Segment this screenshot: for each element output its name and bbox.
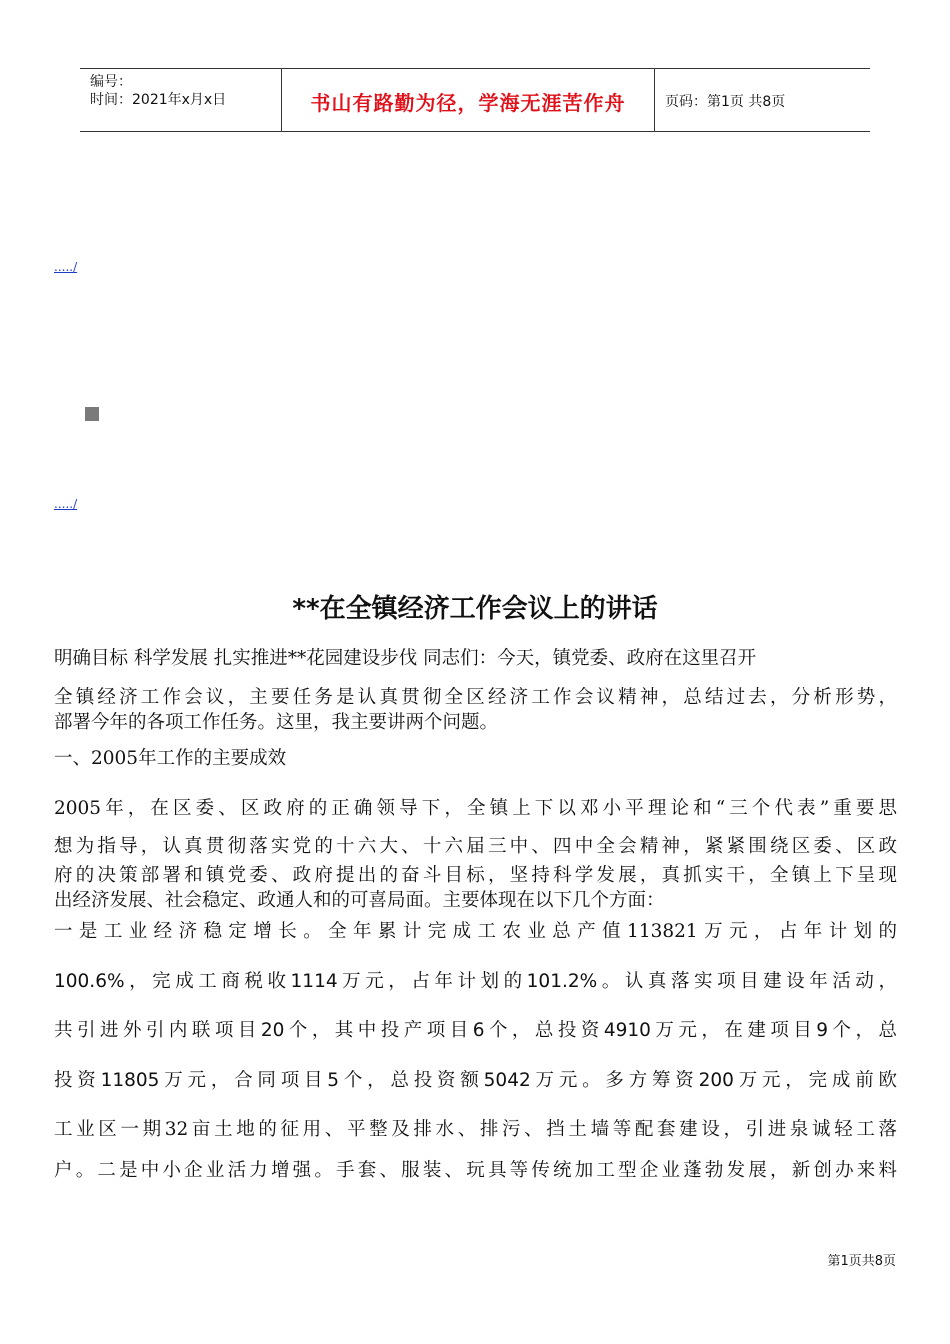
document-title: **在全镇经济工作会议上的讲话 bbox=[292, 594, 658, 624]
page-info: 页码：第1页 共8页 bbox=[665, 94, 786, 110]
paragraph-line: 明确目标 科学发展 扎实推进**花园建设步伐 同志们：今天，镇党委、政府在这里召开 bbox=[54, 648, 757, 669]
paragraph-line: 府的决策部署和镇党委、政府提出的奋斗目标，坚持科学发展，真抓实干，全镇上下呈现 bbox=[54, 865, 897, 886]
header-info-cell bbox=[80, 69, 282, 131]
paragraph-line: 出经济发展、社会稳定、政通人和的可喜局面。主要体现在以下几个方面： bbox=[54, 890, 665, 911]
paragraph-line: 工业区一期32亩土地的征用、平整及排水、排污、挡土墙等配套建设，引进泉诚轻工落 bbox=[54, 1119, 897, 1140]
paragraph-line: 共引进外引内联项目20个，其中投产项目6个，总投资4910万元，在建项目9个，总 bbox=[54, 1020, 897, 1041]
paragraph-line: 部署今年的各项工作任务。这里，我主要讲两个问题。 bbox=[54, 712, 499, 733]
header-motto-cell bbox=[282, 69, 655, 131]
motto: 书山有路勤为径，学海无涯苦作舟 bbox=[310, 91, 626, 115]
ellipsis-link[interactable]: ...../ bbox=[54, 260, 78, 274]
section-heading: 一、2005年工作的主要成效 bbox=[54, 748, 287, 769]
ellipsis-link[interactable]: ...../ bbox=[54, 497, 78, 511]
paragraph-line: 户。二是中小企业活力增强。手套、服装、玩具等传统加工型企业蓬勃发展，新创办来料 bbox=[54, 1160, 897, 1181]
header-page-cell bbox=[655, 69, 870, 131]
paragraph-line: 全镇经济工作会议，主要任务是认真贯彻全区经济工作会议精神，总结过去，分析形势， bbox=[54, 687, 897, 708]
document-header bbox=[80, 68, 870, 132]
paragraph-line: 100.6%，完成工商税收1114万元，占年计划的101.2%。认真落实项目建设年活动， bbox=[54, 971, 897, 992]
number-label: 编号： bbox=[90, 74, 132, 90]
placeholder-square-icon bbox=[85, 407, 99, 421]
page-footer: 第1页共8页 bbox=[827, 1254, 896, 1269]
time-label: 时间：2021年x月x日 bbox=[90, 92, 227, 108]
paragraph-line: 想为指导，认真贯彻落实党的十六大、十六届三中、四中全会精神，紧紧围绕区委、区政 bbox=[54, 836, 897, 857]
paragraph-line: 一是工业经济稳定增长。全年累计完成工农业总产值113821万元，占年计划的 bbox=[54, 921, 897, 942]
paragraph-line: 投资11805万元，合同项目5个，总投资额5042万元。多方筹资200万元，完成前欧 bbox=[54, 1070, 897, 1091]
paragraph-line: 2005年，在区委、区政府的正确领导下，全镇上下以邓小平理论和“三个代表”重要思 bbox=[54, 798, 897, 819]
